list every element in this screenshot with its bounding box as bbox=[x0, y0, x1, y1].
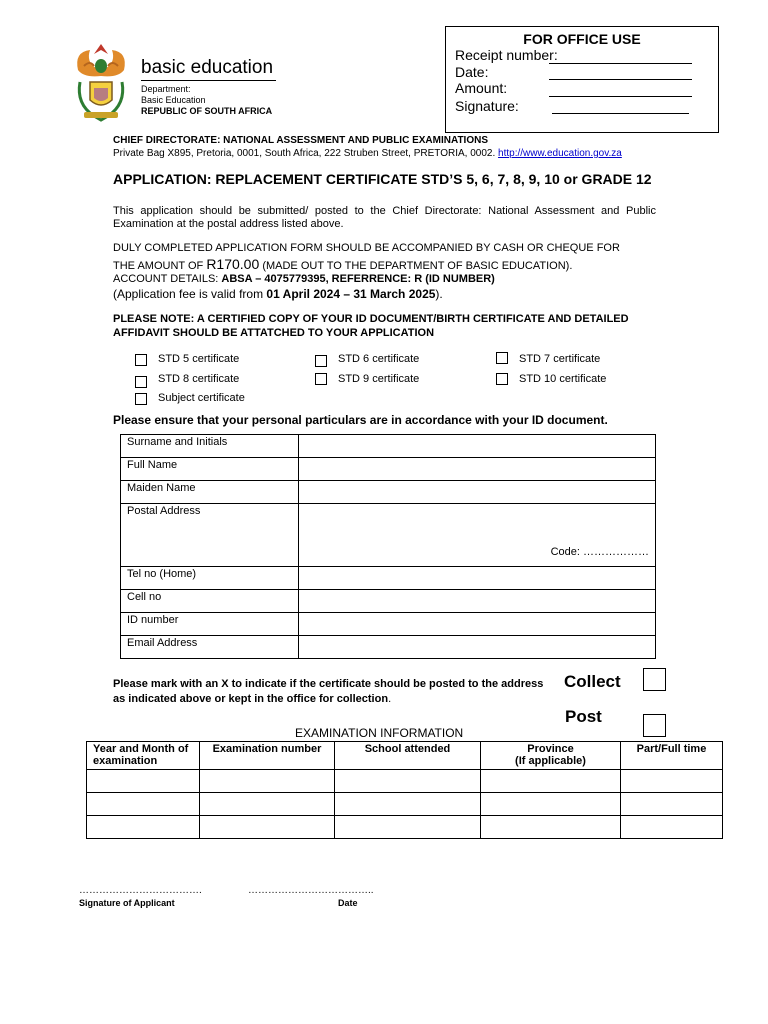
id-number-field[interactable] bbox=[299, 613, 656, 636]
table-row bbox=[121, 590, 656, 613]
directorate-name: CHIEF DIRECTORATE: NATIONAL ASSESSMENT AND PUBLIC EXAMINATIONS bbox=[113, 135, 489, 146]
logo-dept-line2: Basic Education bbox=[141, 95, 206, 105]
exam-cell[interactable] bbox=[621, 770, 723, 793]
std9-label: STD 9 certificate bbox=[338, 373, 420, 385]
office-date-line[interactable] bbox=[549, 78, 692, 80]
std6-checkbox[interactable] bbox=[315, 355, 327, 367]
post-checkbox[interactable] bbox=[643, 714, 666, 737]
table-row bbox=[121, 481, 656, 504]
directorate-address bbox=[113, 148, 622, 159]
std9-checkbox[interactable] bbox=[315, 373, 327, 385]
postal-code-label: Code: ……………… bbox=[550, 546, 649, 558]
account-label: ACCOUNT DETAILS: bbox=[113, 273, 219, 285]
std10-checkbox[interactable] bbox=[496, 373, 508, 385]
validity-dates: 01 April 2024 – 31 March 2025 bbox=[266, 287, 436, 301]
applicant-signature-label: Signature of Applicant bbox=[79, 898, 175, 908]
cell-label: Cell no bbox=[121, 590, 299, 613]
exam-cell[interactable] bbox=[621, 816, 723, 839]
std5-label: STD 5 certificate bbox=[158, 353, 240, 365]
post-label: Post bbox=[565, 707, 602, 726]
std5-checkbox[interactable] bbox=[135, 354, 147, 366]
table-header-row bbox=[87, 742, 723, 770]
account-value: ABSA – 4075779395, REFERRENCE: R (ID NUMBER) bbox=[221, 273, 495, 285]
col-province-line1: Province bbox=[527, 743, 574, 755]
note-line1: PLEASE NOTE: A CERTIFIED COPY OF YOUR ID DOCUMENT/BIRTH CERTIFICATE AND DETAILED bbox=[113, 313, 629, 325]
receipt-number-label: Receipt number: bbox=[455, 47, 558, 63]
exam-cell[interactable] bbox=[335, 816, 481, 839]
intro-line1: This application should be submitted/ posted to the Chief Directorate: National Assessment and Public bbox=[113, 205, 656, 217]
std7-label: STD 7 certificate bbox=[519, 353, 601, 365]
amount-prefix: THE AMOUNT OF bbox=[113, 260, 204, 272]
std8-label: STD 8 certificate bbox=[158, 373, 240, 385]
exam-cell[interactable] bbox=[481, 770, 621, 793]
page-title: APPLICATION: REPLACEMENT CERTIFICATE STD’S 5, 6, 7, 8, 9, 10 or GRADE 12 bbox=[113, 171, 652, 187]
fullname-field[interactable] bbox=[299, 458, 656, 481]
office-use-box bbox=[445, 26, 719, 133]
note-line2: AFFIDAVIT SHOULD BE ATTATCHED TO YOUR APPLICATION bbox=[113, 327, 435, 339]
office-use-title: FOR OFFICE USE bbox=[523, 31, 641, 47]
delivery-instruction-line1: Please mark with an X to indicate if the certificate should be posted to the address bbox=[113, 678, 544, 690]
subject-checkbox[interactable] bbox=[135, 393, 147, 405]
maiden-name-label: Maiden Name bbox=[121, 481, 299, 504]
delivery-instruction-text: as indicated above or kept in the office for collection bbox=[113, 693, 389, 705]
subject-label: Subject certificate bbox=[158, 392, 245, 404]
std8-checkbox[interactable] bbox=[135, 376, 147, 388]
payment-amount-line bbox=[113, 256, 572, 272]
exam-info-heading: EXAMINATION INFORMATION bbox=[295, 726, 464, 740]
exam-cell[interactable] bbox=[335, 770, 481, 793]
receipt-number-line[interactable] bbox=[549, 62, 692, 64]
logo-dept-line1: Department: bbox=[141, 84, 191, 94]
surname-label: Surname and Initials bbox=[121, 435, 299, 458]
std7-checkbox[interactable] bbox=[496, 352, 508, 364]
fullname-label: Full Name bbox=[121, 458, 299, 481]
fee-validity bbox=[113, 287, 443, 301]
email-field[interactable] bbox=[299, 636, 656, 659]
col-year-month-line1: Year and Month of bbox=[93, 743, 189, 755]
logo-divider bbox=[141, 80, 276, 81]
table-row bbox=[121, 567, 656, 590]
std10-label: STD 10 certificate bbox=[519, 373, 607, 385]
logo-country: REPUBLIC OF SOUTH AFRICA bbox=[141, 106, 273, 116]
exam-cell[interactable] bbox=[200, 770, 335, 793]
surname-field[interactable] bbox=[299, 435, 656, 458]
exam-cell[interactable] bbox=[200, 793, 335, 816]
col-part-full-time: Part/Full time bbox=[621, 742, 723, 770]
col-school: School attended bbox=[335, 742, 481, 770]
fee-amount: R170.00 bbox=[206, 256, 260, 272]
address-text: Private Bag X895, Pretoria, 0001, South Africa, 222 Struben Street, PRETORIA, 0002. bbox=[113, 148, 496, 159]
office-signature-line[interactable] bbox=[552, 112, 689, 114]
id-number-label: ID number bbox=[121, 613, 299, 636]
exam-cell[interactable] bbox=[481, 793, 621, 816]
maiden-name-field[interactable] bbox=[299, 481, 656, 504]
tel-home-field[interactable] bbox=[299, 567, 656, 590]
office-signature-label: Signature: bbox=[455, 98, 519, 114]
signature-date-label: Date bbox=[338, 898, 358, 908]
collect-checkbox[interactable] bbox=[643, 668, 666, 691]
tel-home-label: Tel no (Home) bbox=[121, 567, 299, 590]
exam-cell[interactable] bbox=[621, 793, 723, 816]
delivery-instruction-line2 bbox=[113, 693, 391, 705]
table-row bbox=[121, 504, 656, 567]
cell-field[interactable] bbox=[299, 590, 656, 613]
postal-address-field[interactable] bbox=[299, 504, 656, 567]
account-details bbox=[113, 273, 495, 285]
validity-prefix: (Application fee is valid from bbox=[113, 287, 264, 301]
amount-label: Amount: bbox=[455, 80, 508, 96]
examination-table bbox=[86, 741, 723, 839]
education-website-link[interactable]: http://www.education.gov.za bbox=[498, 148, 622, 159]
amount-line[interactable] bbox=[549, 95, 692, 97]
exam-cell[interactable] bbox=[335, 793, 481, 816]
table-row bbox=[121, 613, 656, 636]
exam-cell[interactable] bbox=[481, 816, 621, 839]
personal-particulars-table bbox=[120, 434, 656, 659]
email-label: Email Address bbox=[121, 636, 299, 659]
delivery-instruction-period: . bbox=[388, 693, 392, 705]
table-row bbox=[121, 636, 656, 659]
exam-cell[interactable] bbox=[200, 816, 335, 839]
coat-of-arms-logo bbox=[72, 42, 130, 124]
std6-label: STD 6 certificate bbox=[338, 353, 420, 365]
date-signature-line[interactable]: ……………………………….. bbox=[248, 885, 374, 896]
col-year-month-line2: examination bbox=[93, 755, 158, 767]
amount-suffix: (MADE OUT TO THE DEPARTMENT OF BASIC EDUCATION). bbox=[262, 260, 573, 272]
col-province-line2: (If applicable) bbox=[515, 755, 586, 767]
exam-cell[interactable] bbox=[87, 770, 200, 793]
col-exam-number: Examination number bbox=[200, 742, 335, 770]
payment-line1: DULY COMPLETED APPLICATION FORM SHOULD BE ACCOMPANIED BY CASH OR CHEQUE FOR bbox=[113, 242, 620, 254]
table-row bbox=[87, 816, 723, 839]
col-province bbox=[481, 742, 621, 770]
validity-suffix: ). bbox=[435, 287, 443, 301]
postal-address-label: Postal Address bbox=[121, 504, 299, 567]
col-year-month bbox=[87, 742, 200, 770]
collect-label: Collect bbox=[564, 672, 621, 691]
table-row bbox=[87, 793, 723, 816]
intro-line2: Examination at the postal address listed above. bbox=[113, 218, 344, 230]
table-row bbox=[87, 770, 723, 793]
logo-title: basic education bbox=[141, 57, 274, 78]
table-row bbox=[121, 435, 656, 458]
particulars-heading: Please ensure that your personal particulars are in accordance with your ID document. bbox=[113, 413, 608, 427]
table-row bbox=[121, 458, 656, 481]
exam-cell[interactable] bbox=[87, 793, 200, 816]
office-date-label: Date: bbox=[455, 64, 489, 80]
exam-cell[interactable] bbox=[87, 816, 200, 839]
applicant-signature-line[interactable]: ………………………………. bbox=[79, 885, 202, 896]
